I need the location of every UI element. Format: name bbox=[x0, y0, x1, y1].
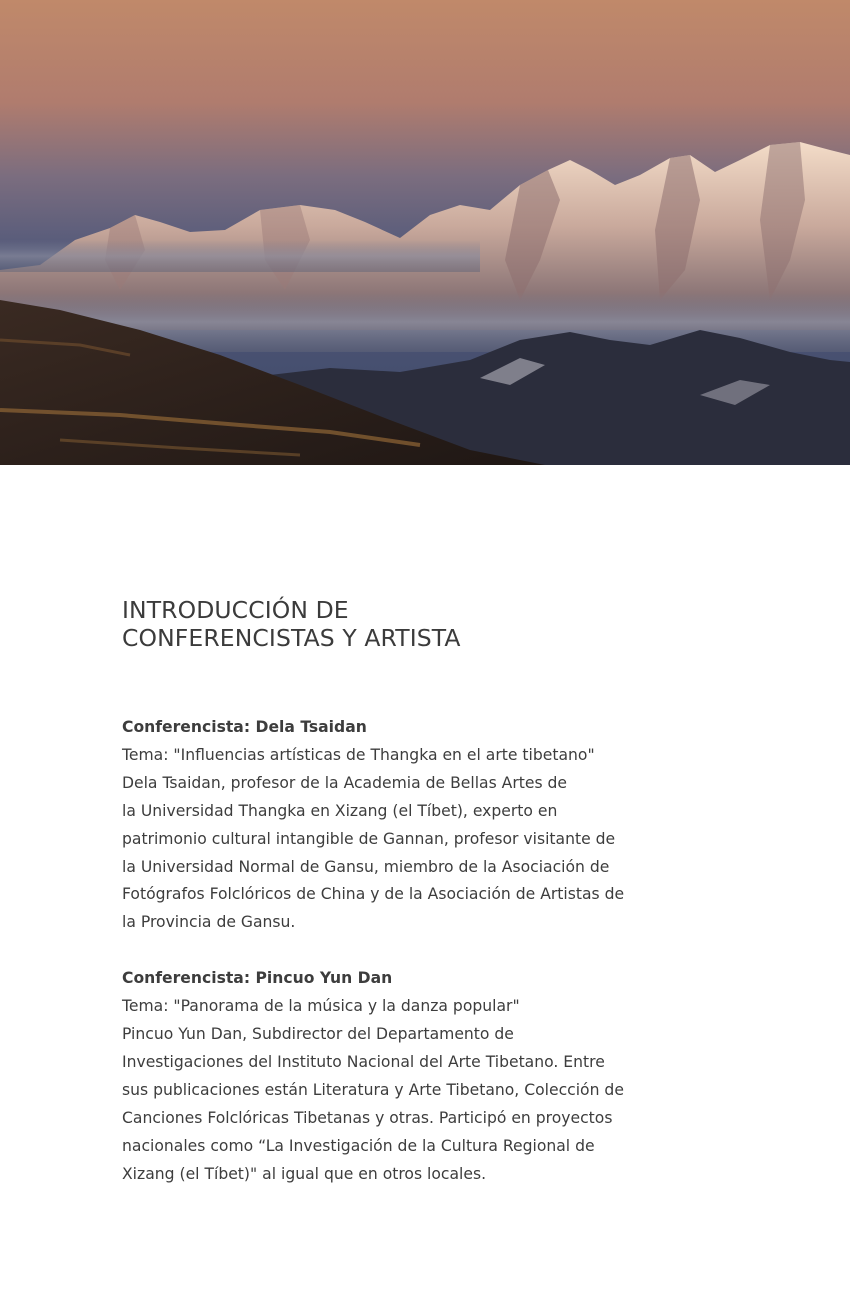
speaker-bio-line: Dela Tsaidan, profesor de la Academia de Bellas Artes de bbox=[122, 773, 568, 792]
speaker-bio-line: Xizang (el Tíbet)" al igual que en otros locales. bbox=[122, 1164, 487, 1183]
speaker-bio-line: Investigaciones del Instituto Nacional del Arte Tibetano. Entre bbox=[122, 1052, 605, 1071]
section-title-line-1: INTRODUCCIÓN DE bbox=[122, 596, 349, 624]
hero-mountain-image bbox=[0, 0, 850, 465]
mountain-landscape-illustration bbox=[0, 0, 850, 465]
speaker-bio-line: patrimonio cultural intangible de Gannan, profesor visitante de bbox=[122, 829, 616, 848]
speaker-name: Conferencista: Pincuo Yun Dan bbox=[122, 969, 393, 988]
speaker-list bbox=[122, 714, 642, 1189]
speakers-section bbox=[122, 596, 642, 1189]
speaker-bio-line: Fotógrafos Folclóricos de China y de la Asociación de Artistas de bbox=[122, 885, 625, 904]
speaker-name: Conferencista: Dela Tsaidan bbox=[122, 718, 367, 736]
speaker-bio-line: la Provincia de Gansu. bbox=[122, 913, 296, 932]
section-title-line-2: CONFERENCISTAS Y ARTISTA bbox=[122, 624, 461, 652]
speaker-topic: Tema: "Influencias artísticas de Thangka en el arte tibetano" bbox=[122, 745, 595, 764]
speaker-bio-line: nacionales como “La Investigación de la Cultura Regional de bbox=[122, 1136, 595, 1155]
speaker-topic: Tema: "Panorama de la música y la danza popular" bbox=[122, 997, 520, 1016]
speaker-bio-line: Pincuo Yun Dan, Subdirector del Departamento de bbox=[122, 1025, 514, 1044]
speaker-bio-line: Canciones Folclóricas Tibetanas y otras. Participó en proyectos bbox=[122, 1108, 613, 1127]
speaker-bio-line: la Universidad Thangka en Xizang (el Tíbet), experto en bbox=[122, 801, 558, 820]
speaker-dela-tsaidan bbox=[122, 714, 642, 937]
speaker-pincuo-yun-dan bbox=[122, 965, 642, 1188]
speaker-bio-line: sus publicaciones están Literatura y Arte Tibetano, Colección de bbox=[122, 1080, 624, 1099]
section-title bbox=[122, 596, 642, 652]
speaker-bio-line: la Universidad Normal de Gansu, miembro de la Asociación de bbox=[122, 857, 610, 876]
